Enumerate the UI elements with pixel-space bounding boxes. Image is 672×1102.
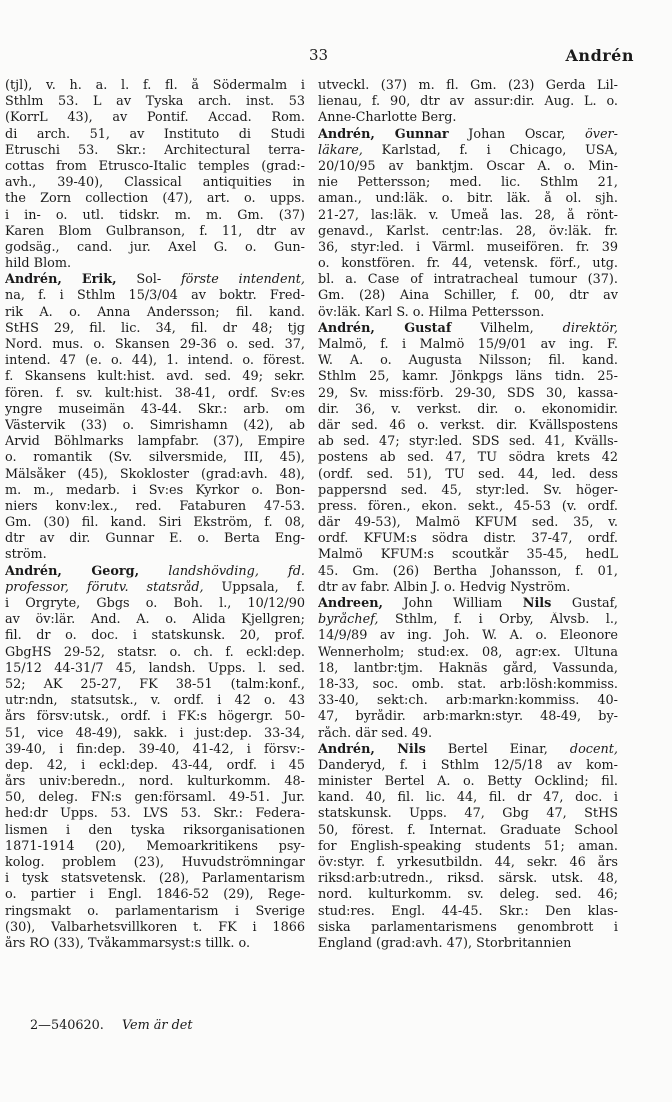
entry-text: o. konstfören. fr. 44, vetensk. förf., utg.	[318, 256, 618, 272]
text-line	[318, 191, 618, 207]
entry-text: Karlstad, f. i Chicago, USA,	[381, 142, 618, 158]
text-line	[5, 483, 305, 499]
text-line	[5, 224, 305, 240]
text-line	[318, 580, 618, 596]
entry-text: av öv:lär. And. A. o. Alida Kjellgren;	[5, 612, 305, 628]
entry-text: hild Blom.	[5, 256, 72, 272]
text-line	[5, 596, 305, 612]
text-line	[318, 677, 618, 693]
text-line	[318, 321, 618, 337]
text-line	[318, 855, 618, 871]
entry-text: na, f. i Sthlm 15/3/04 av boktr. Fred-	[5, 288, 305, 304]
entry-text: 50, förest. f. Internat. Graduate School	[318, 822, 618, 838]
page-footer	[30, 1018, 193, 1033]
entry-text: 50, deleg. FN:s gen:församl. 49-51. Jur.	[5, 790, 305, 806]
text-line	[5, 580, 305, 596]
text-line	[5, 823, 305, 839]
entry-text: Sol-	[136, 272, 162, 288]
entry-text: lienau, f. 90, dtr av assur:dir. Aug. L. o.	[318, 94, 618, 110]
text-line	[5, 402, 305, 418]
text-line	[5, 418, 305, 434]
text-line	[318, 369, 618, 385]
entry-text: (tjl), v. h. a. l. f. fl. å Södermalm i	[5, 78, 305, 93]
entry-text: 15/12 44-31/7 45, landsh. Upps. l. sed.	[5, 660, 305, 676]
entry-text: 21-27, las:läk. v. Umeå las. 28, å rönt-	[318, 207, 618, 223]
text-line	[318, 127, 618, 143]
entry-text: dtr av dir. Gunnar E. o. Berta Eng-	[5, 531, 305, 547]
text-line	[318, 871, 618, 887]
text-line	[5, 839, 305, 855]
entry-text: Vilhelm,	[480, 320, 534, 336]
text-line	[318, 547, 618, 563]
text-line	[5, 321, 305, 337]
entry-text: pappersnd sed. 45, styr:led. Sv. höger-	[318, 482, 618, 498]
text-line	[318, 936, 618, 952]
text-line	[318, 159, 618, 175]
text-line	[318, 467, 618, 483]
text-line	[318, 418, 618, 434]
text-line	[318, 693, 618, 709]
entry-text: ringsmakt o. parlamentarism i Sverige	[5, 903, 305, 919]
entry-text: Bertel Einar,	[447, 741, 548, 757]
entry-text: Gustaf,	[571, 596, 618, 611]
entry-text: i Örgryte, Gbgs o. Boh. l., 10/12/90	[5, 596, 305, 611]
text-line	[318, 774, 618, 790]
entry-text: öv:läk. Karl S. o. Hilma Pettersson.	[318, 304, 545, 320]
entry-text: niers konv:lex., red. Fataburen 47-53.	[5, 498, 305, 514]
entry-headword: Andreen,	[318, 596, 383, 611]
entry-text: John William	[403, 596, 503, 611]
entry-text: 45. Gm. (26) Bertha Johansson, f. 01,	[318, 563, 618, 579]
entry-text: där sed. 46 o. verkst. dir. Kvällspostens	[318, 417, 618, 433]
entry-text: StHS 29, fil. lic. 34, fil. dr 48; tjg	[5, 320, 305, 336]
entry-text: i tysk statsvetensk. (28), Parlamentarism	[5, 871, 305, 887]
entry-text: dir. 36, v. verkst. dir. o. ekonomidir.	[318, 401, 618, 417]
text-line	[5, 758, 305, 774]
entry-text: 33-40, sekt:ch. arb:markn:kommiss. 40-	[318, 693, 618, 709]
text-line	[5, 564, 305, 580]
entry-text: 47, byrådir. arb:markn:styr. 48-49, by-	[318, 709, 618, 725]
entry-text: 18, lantbr:tjm. Haknäs gård, Vassunda,	[318, 660, 618, 676]
entry-text: i in- o. utl. tidskr. m. m. Gm. (37)	[5, 207, 305, 223]
text-line	[318, 337, 618, 353]
text-line	[5, 369, 305, 385]
text-line	[5, 386, 305, 402]
entry-text: postens ab sed. 47, TU södra krets 42	[318, 450, 618, 466]
entry-headword: Andrén, Gustaf	[318, 320, 452, 336]
text-line	[5, 806, 305, 822]
entry-text: hed:dr Upps. 53. LVS 53. Skr.: Federa-	[5, 806, 305, 822]
entry-text: 36, styr:led. i Värml. museifören. fr. 39	[318, 239, 618, 255]
entry-text: Malmö, f. i Malmö 15/9/01 av ing. F.	[318, 337, 618, 352]
entry-text: cottas from Etrusco-Italic temples (grad:-	[5, 158, 305, 174]
text-line	[5, 240, 305, 256]
running-head: Andrén	[565, 46, 634, 65]
text-line	[318, 887, 618, 903]
text-line	[5, 305, 305, 321]
text-line	[318, 143, 618, 159]
entry-text: minister Bertel A. o. Betty Ocklind; fil.	[318, 774, 618, 790]
text-line	[5, 855, 305, 871]
text-line	[5, 936, 305, 952]
entry-text: Anne-Charlotte Berg.	[318, 110, 457, 126]
entry-text: GbgHS 29-52, statsr. o. ch. f. eckl:dep.	[5, 644, 305, 660]
entry-text: 20/10/95 av banktjm. Oscar A. o. Min-	[318, 158, 618, 174]
text-line	[318, 483, 618, 499]
text-line	[5, 645, 305, 661]
text-line	[318, 288, 618, 304]
text-line	[5, 726, 305, 742]
entry-text: 51, vice 48-49), sakk. i just:dep. 33-34,	[5, 725, 305, 741]
entry-title: direktör,	[562, 320, 618, 336]
text-line	[318, 110, 618, 126]
entry-text: 39-40, i fin:dep. 39-40, 41-42, i försv:-	[5, 741, 305, 757]
entry-text: (30), Valbarhetsvillkoren t. FK i 1866	[5, 919, 305, 935]
text-line	[5, 742, 305, 758]
entry-text: di arch. 51, av Instituto di Studi	[5, 126, 305, 142]
text-line	[318, 208, 618, 224]
entry-text: dtr av fabr. Albin J. o. Hedvig Nyström.	[318, 579, 571, 595]
entry-text: Karen Blom Gulbranson, f. 11, dtr av	[5, 223, 305, 239]
entry-text: Uppsala, f.	[221, 579, 305, 595]
text-line	[5, 774, 305, 790]
text-line	[318, 531, 618, 547]
page-header	[0, 46, 672, 70]
entry-text: Wennerholm; stud:ex. 08, agr:ex. Ultuna	[318, 644, 618, 660]
text-line	[318, 612, 618, 628]
entry-text: the Zorn collection (47), art. o. upps.	[5, 191, 305, 207]
text-line	[5, 677, 305, 693]
text-line	[5, 887, 305, 903]
entry-headword: Andrén, Georg,	[5, 563, 140, 579]
entry-text: Arvid Böhlmarks lampfabr. (37), Empire	[5, 434, 305, 450]
entry-text: utr:ndn, statsutsk., v. ordf. i 42 o. 43	[5, 693, 305, 709]
entry-text: års univ:beredn., nord. kulturkomm. 48-	[5, 774, 305, 790]
entry-text: Västervik (33) o. Simrishamn (42), ab	[5, 417, 305, 433]
entry-text: Gm. (28) Aina Schiller, f. 00, dtr av	[318, 288, 618, 304]
text-line	[318, 904, 618, 920]
text-line	[318, 726, 618, 742]
entry-text: avh., 39-40), Classical antiquities in	[5, 175, 305, 191]
text-line	[318, 806, 618, 822]
catchword: Vem är det	[121, 1018, 193, 1033]
entry-text: kand. 40, fil. lic. 44, fil. dr 47, doc. i	[318, 790, 618, 806]
text-line	[318, 175, 618, 191]
text-line	[5, 94, 305, 110]
entry-text: Johan Oscar,	[468, 126, 566, 142]
text-line	[318, 499, 618, 515]
entry-text: där 49-53), Malmö KFUM sed. 35, v.	[318, 515, 618, 531]
entry-text: ström.	[5, 547, 47, 563]
text-line	[318, 305, 618, 321]
entry-text: (ordf. sed. 51), TU sed. 44, led. dess	[318, 466, 618, 482]
entry-text: bl. a. Case of intratracheal tumour (37).	[318, 272, 618, 288]
text-line	[318, 920, 618, 936]
entry-title: landshövding, fd.	[168, 563, 305, 579]
text-line	[318, 742, 618, 758]
entry-text: Sthlm 25, kamr. Jönkpgs läns tidn. 25-	[318, 369, 618, 385]
entry-text: godsäg., cand. jur. Axel G. o. Gun-	[5, 239, 305, 255]
entry-headword: Andrén, Gunnar	[318, 126, 449, 142]
entry-text: 18-33, soc. omb. stat. arb:lösh:kommiss.	[318, 676, 618, 692]
text-line	[5, 871, 305, 887]
entry-text: fören. f. sv. kult:hist. 38-41, ordf. Sv:es	[5, 385, 305, 401]
entry-text: press. fören., ekon. sekt., 45-53 (v. ordf.	[318, 498, 618, 514]
text-line	[318, 823, 618, 839]
text-line	[5, 337, 305, 353]
text-line	[318, 758, 618, 774]
entry-headword: Andrén, Erik,	[5, 272, 117, 288]
entry-text: öv:styr. f. yrkesutbildn. 44, sekr. 46 års	[318, 855, 618, 870]
entry-text: ordf. KFUM:s södra distr. 37-47, ordf.	[318, 531, 618, 547]
entry-text: aman., und:läk. o. bitr. läk. å ol. sjh.	[318, 191, 618, 207]
entry-text: m. m., medarb. i Sv:es Kyrkor o. Bon-	[5, 482, 305, 498]
entry-text: Etruschi 53. Skr.: Architectural terra-	[5, 142, 305, 158]
entry-text: (KorrL 43), av Pontif. Accad. Rom.	[5, 110, 305, 126]
text-line	[5, 515, 305, 531]
entry-text: års RO (33), Tvåkammarsyst:s tillk. o.	[5, 935, 251, 951]
text-line	[318, 515, 618, 531]
text-line	[318, 450, 618, 466]
text-line	[5, 661, 305, 677]
entry-text: Mälsåker (45), Skokloster (grad:avh. 48),	[5, 466, 305, 482]
entry-text: råch. där sed. 49.	[318, 725, 433, 741]
entry-text: f. Skansens kult:hist. avd. sed. 49; sekr.	[5, 369, 305, 385]
entry-text: Nord. mus. o. Skansen 29-36 o. sed. 37,	[5, 337, 305, 352]
entry-text: England (grad:avh. 47), Storbritannien	[318, 935, 572, 951]
entry-title: läkare,	[318, 142, 363, 158]
entry-headword: Andrén, Nils	[318, 741, 426, 757]
text-line	[5, 191, 305, 207]
text-line	[5, 790, 305, 806]
entry-text: W. A. o. Augusta Nilsson; fil. kand.	[318, 353, 618, 369]
entry-text: Sthlm, f. i Örby, Älvsb. l.,	[394, 612, 618, 628]
right-column	[318, 78, 618, 952]
text-line	[318, 434, 618, 450]
text-line	[5, 628, 305, 644]
text-line	[318, 256, 618, 272]
text-line	[5, 499, 305, 515]
entry-title: förste intendent,	[180, 272, 305, 288]
text-line	[5, 434, 305, 450]
entry-text: o. partier i Engl. 1846-52 (29), Rege-	[5, 887, 305, 903]
text-line	[5, 612, 305, 628]
entry-title: docent,	[569, 741, 618, 757]
text-line	[318, 661, 618, 677]
text-line	[5, 709, 305, 725]
text-line	[5, 904, 305, 920]
text-line	[318, 564, 618, 580]
entry-text: Gm. (30) fil. kand. Siri Ekström, f. 08,	[5, 515, 305, 531]
text-line	[318, 272, 618, 288]
text-line	[318, 353, 618, 369]
text-line	[5, 353, 305, 369]
entry-title: över-	[585, 126, 618, 142]
text-line	[5, 450, 305, 466]
entry-text: o. romantik (Sv. silversmide, III, 45),	[5, 450, 305, 466]
text-line	[5, 127, 305, 143]
entry-text: Danderyd, f. i Sthlm 12/5/18 av kom-	[318, 757, 618, 773]
text-line	[5, 110, 305, 126]
text-line	[318, 386, 618, 402]
entry-text: 29, Sv. miss:förb. 29-30, SDS 30, kassa-	[318, 385, 618, 401]
text-line	[5, 288, 305, 304]
entry-text: nord. kulturkomm. sv. deleg. sed. 46;	[318, 887, 618, 903]
text-line	[5, 175, 305, 191]
text-line	[5, 547, 305, 563]
text-line	[5, 920, 305, 936]
entry-text: 52; AK 25-27, FK 38-51 (talm:konf.,	[5, 676, 305, 692]
text-line	[5, 531, 305, 547]
text-line	[318, 78, 618, 94]
entry-text: riksd:arb:utredn., riksd. särsk. utsk. 48,	[318, 871, 618, 887]
text-line	[5, 272, 305, 288]
text-line	[5, 256, 305, 272]
entry-text: ab sed. 47; styr:led. SDS sed. 41, Kvälls-	[318, 434, 618, 450]
text-line	[5, 208, 305, 224]
text-line	[5, 78, 305, 94]
entry-text: Malmö KFUM:s scoutkår 35-45, hedL	[318, 547, 618, 563]
text-line	[5, 467, 305, 483]
entry-text: lismen i den tyska riksorganisationen	[5, 822, 305, 838]
printer-signature: 2—540620.	[30, 1018, 104, 1033]
text-line	[5, 143, 305, 159]
entry-text: for English-speaking students 51; aman.	[318, 838, 618, 854]
entry-text: kolog. problem (23), Huvudströmningar	[5, 855, 305, 870]
entry-title: byråchef,	[318, 612, 379, 628]
entry-text: siska parlamentarismens genombrott i	[318, 919, 618, 935]
text-line	[318, 224, 618, 240]
entry-text: 1871-1914 (20), Memoarkritikens psy-	[5, 838, 305, 854]
entry-headword: Nils	[522, 596, 552, 611]
entry-text: rik A. o. Anna Andersson; fil. kand.	[5, 304, 305, 320]
text-line	[318, 839, 618, 855]
entry-text: fil. dr o. doc. i statskunsk. 20, prof.	[5, 628, 305, 644]
page-number: 33	[309, 46, 329, 64]
text-line	[5, 159, 305, 175]
text-line	[318, 596, 618, 612]
text-line	[318, 709, 618, 725]
text-line	[5, 693, 305, 709]
entry-text: dep. 42, i eckl:dep. 43-44, ordf. i 45	[5, 757, 305, 773]
entry-text: års försv:utsk., ordf. i FK:s högergr. 50-	[5, 709, 305, 725]
text-line	[318, 240, 618, 256]
text-line	[318, 402, 618, 418]
entry-text: Sthlm 53. L av Tyska arch. inst. 53	[5, 94, 305, 110]
entry-text: genavd., Karlst. centr:las. 28, öv:läk. fr.	[318, 223, 618, 239]
entry-text: statskunsk. Upps. 47, Gbg 47, StHS	[318, 806, 618, 822]
text-line	[318, 628, 618, 644]
text-line	[318, 94, 618, 110]
entry-text: yngre museimän 43-44. Skr.: arb. om	[5, 401, 305, 417]
entry-title: professor, förutv. statsråd,	[5, 579, 204, 595]
entry-text: utveckl. (37) m. fl. Gm. (23) Gerda Lil-	[318, 78, 618, 93]
left-column	[5, 78, 305, 952]
entry-text: nie Pettersson; med. lic. Sthlm 21,	[318, 175, 618, 191]
entry-text: stud:res. Engl. 44-45. Skr.: Den klas-	[318, 903, 618, 919]
entry-text: 14/9/89 av ing. Joh. W. A. o. Eleonore	[318, 628, 618, 644]
entry-text: intend. 47 (e. o. 44), 1. intend. o. förest.	[5, 353, 305, 369]
text-line	[318, 790, 618, 806]
text-line	[318, 645, 618, 661]
